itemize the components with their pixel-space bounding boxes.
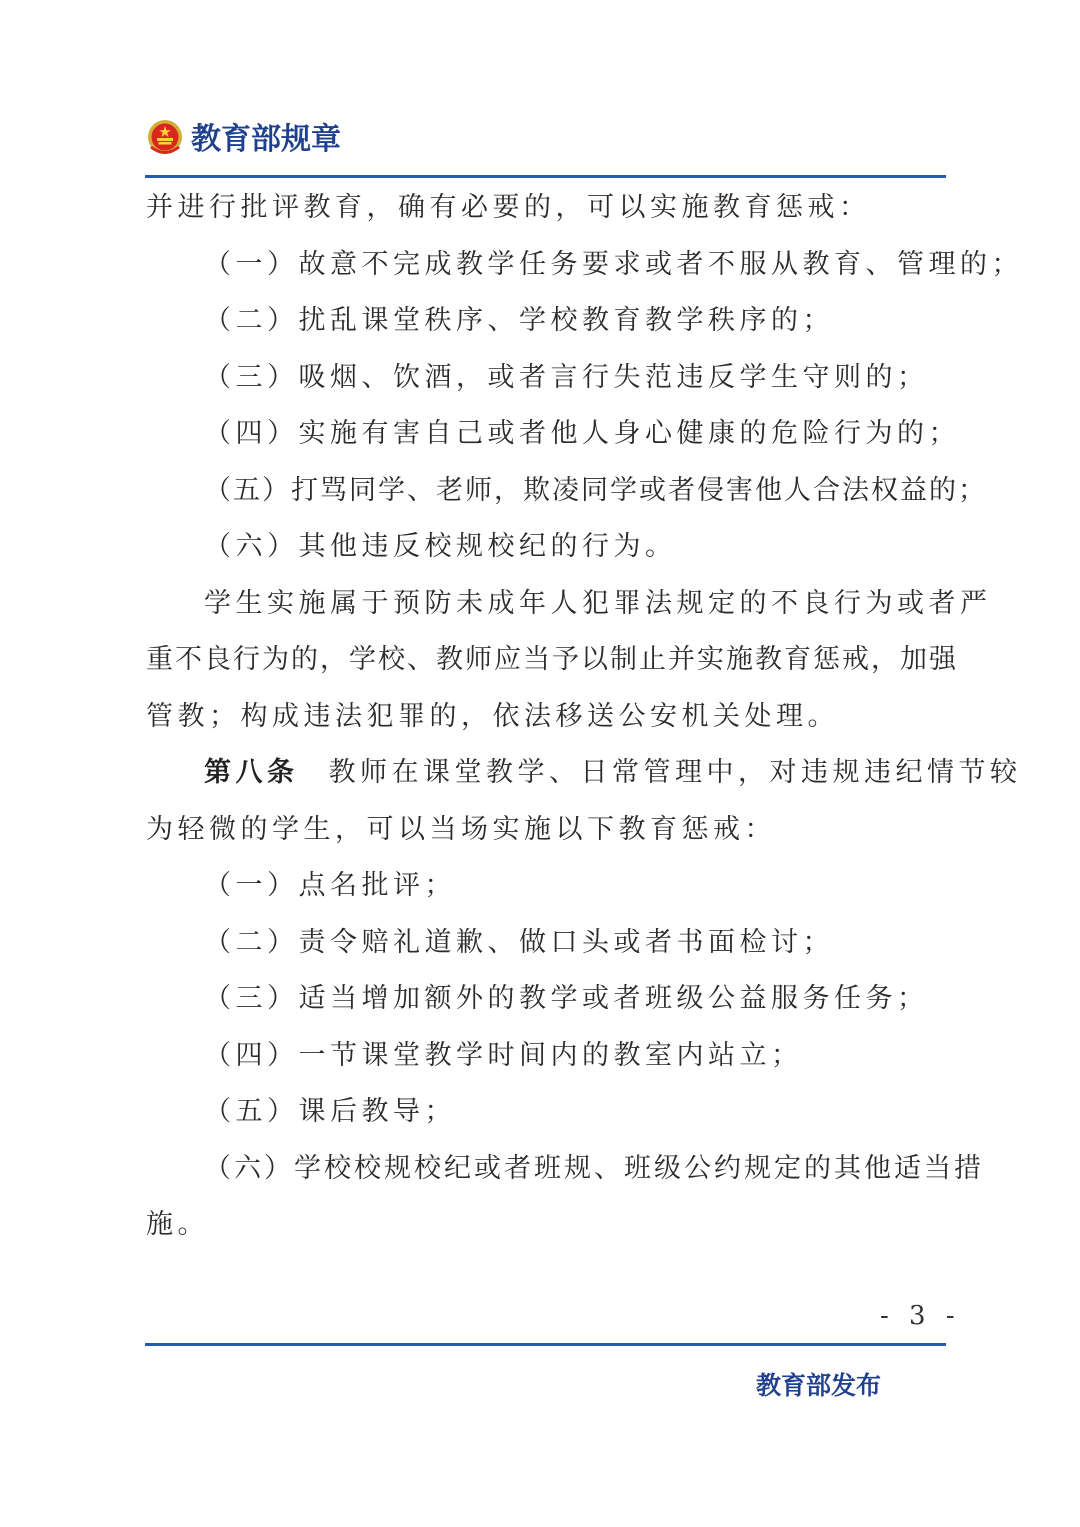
body-line: （一）故意不完成教学任务要求或者不服从教育、管理的； xyxy=(204,249,1023,280)
body-line: 为轻微的学生，可以当场实施以下教育惩戒： xyxy=(146,814,776,845)
footer-divider xyxy=(145,1343,946,1346)
body-line: 学生实施属于预防未成年人犯罪法规定的不良行为或者严 xyxy=(204,588,992,619)
body-line: （四）一节课堂教学时间内的教室内站立； xyxy=(204,1040,803,1071)
body-line: （五）课后教导； xyxy=(204,1096,456,1127)
body-line: （一）点名批评； xyxy=(204,870,456,901)
national-emblem-icon xyxy=(145,118,185,158)
header-divider xyxy=(145,175,946,178)
body-line: （二）责令赔礼道歉、做口头或者书面检讨； xyxy=(204,927,834,958)
footer-publisher: 教育部发布 xyxy=(756,1371,882,1400)
body-line: （三）吸烟、饮酒，或者言行失范违反学生守则的； xyxy=(204,362,929,393)
body-line: 管教；构成违法犯罪的，依法移送公安机关处理。 xyxy=(146,701,839,732)
body-line: （六）学校校规校纪或者班规、班级公约规定的其他适当措 xyxy=(204,1153,984,1184)
body-line: 教师在课堂教学、日常管理中，对违规违纪情节较 xyxy=(328,757,1022,788)
article-label: 第八条 xyxy=(204,757,299,788)
body-line: （四）实施有害自己或者他人身心健康的危险行为的； xyxy=(204,418,960,449)
body-line: （二）扰乱课堂秩序、学校教育教学秩序的； xyxy=(204,305,834,336)
body-line: 并进行批评教育，确有必要的，可以实施教育惩戒： xyxy=(146,192,871,223)
body-line: （三）适当增加额外的教学或者班级公益服务任务； xyxy=(204,983,929,1014)
page-number: - 3 - xyxy=(880,1301,961,1331)
body-line: （六）其他违反校规校纪的行为。 xyxy=(204,531,677,562)
page-header xyxy=(145,112,945,168)
header-title: 教育部规章 xyxy=(191,122,341,157)
body-line: （五）打骂同学、老师，欺凌同学或者侵害他人合法权益的； xyxy=(204,475,987,506)
body-line: 施。 xyxy=(146,1209,209,1240)
body-line: 重不良行为的，学校、教师应当予以制止并实施教育惩戒，加强 xyxy=(146,644,958,675)
article-line xyxy=(204,745,1022,801)
